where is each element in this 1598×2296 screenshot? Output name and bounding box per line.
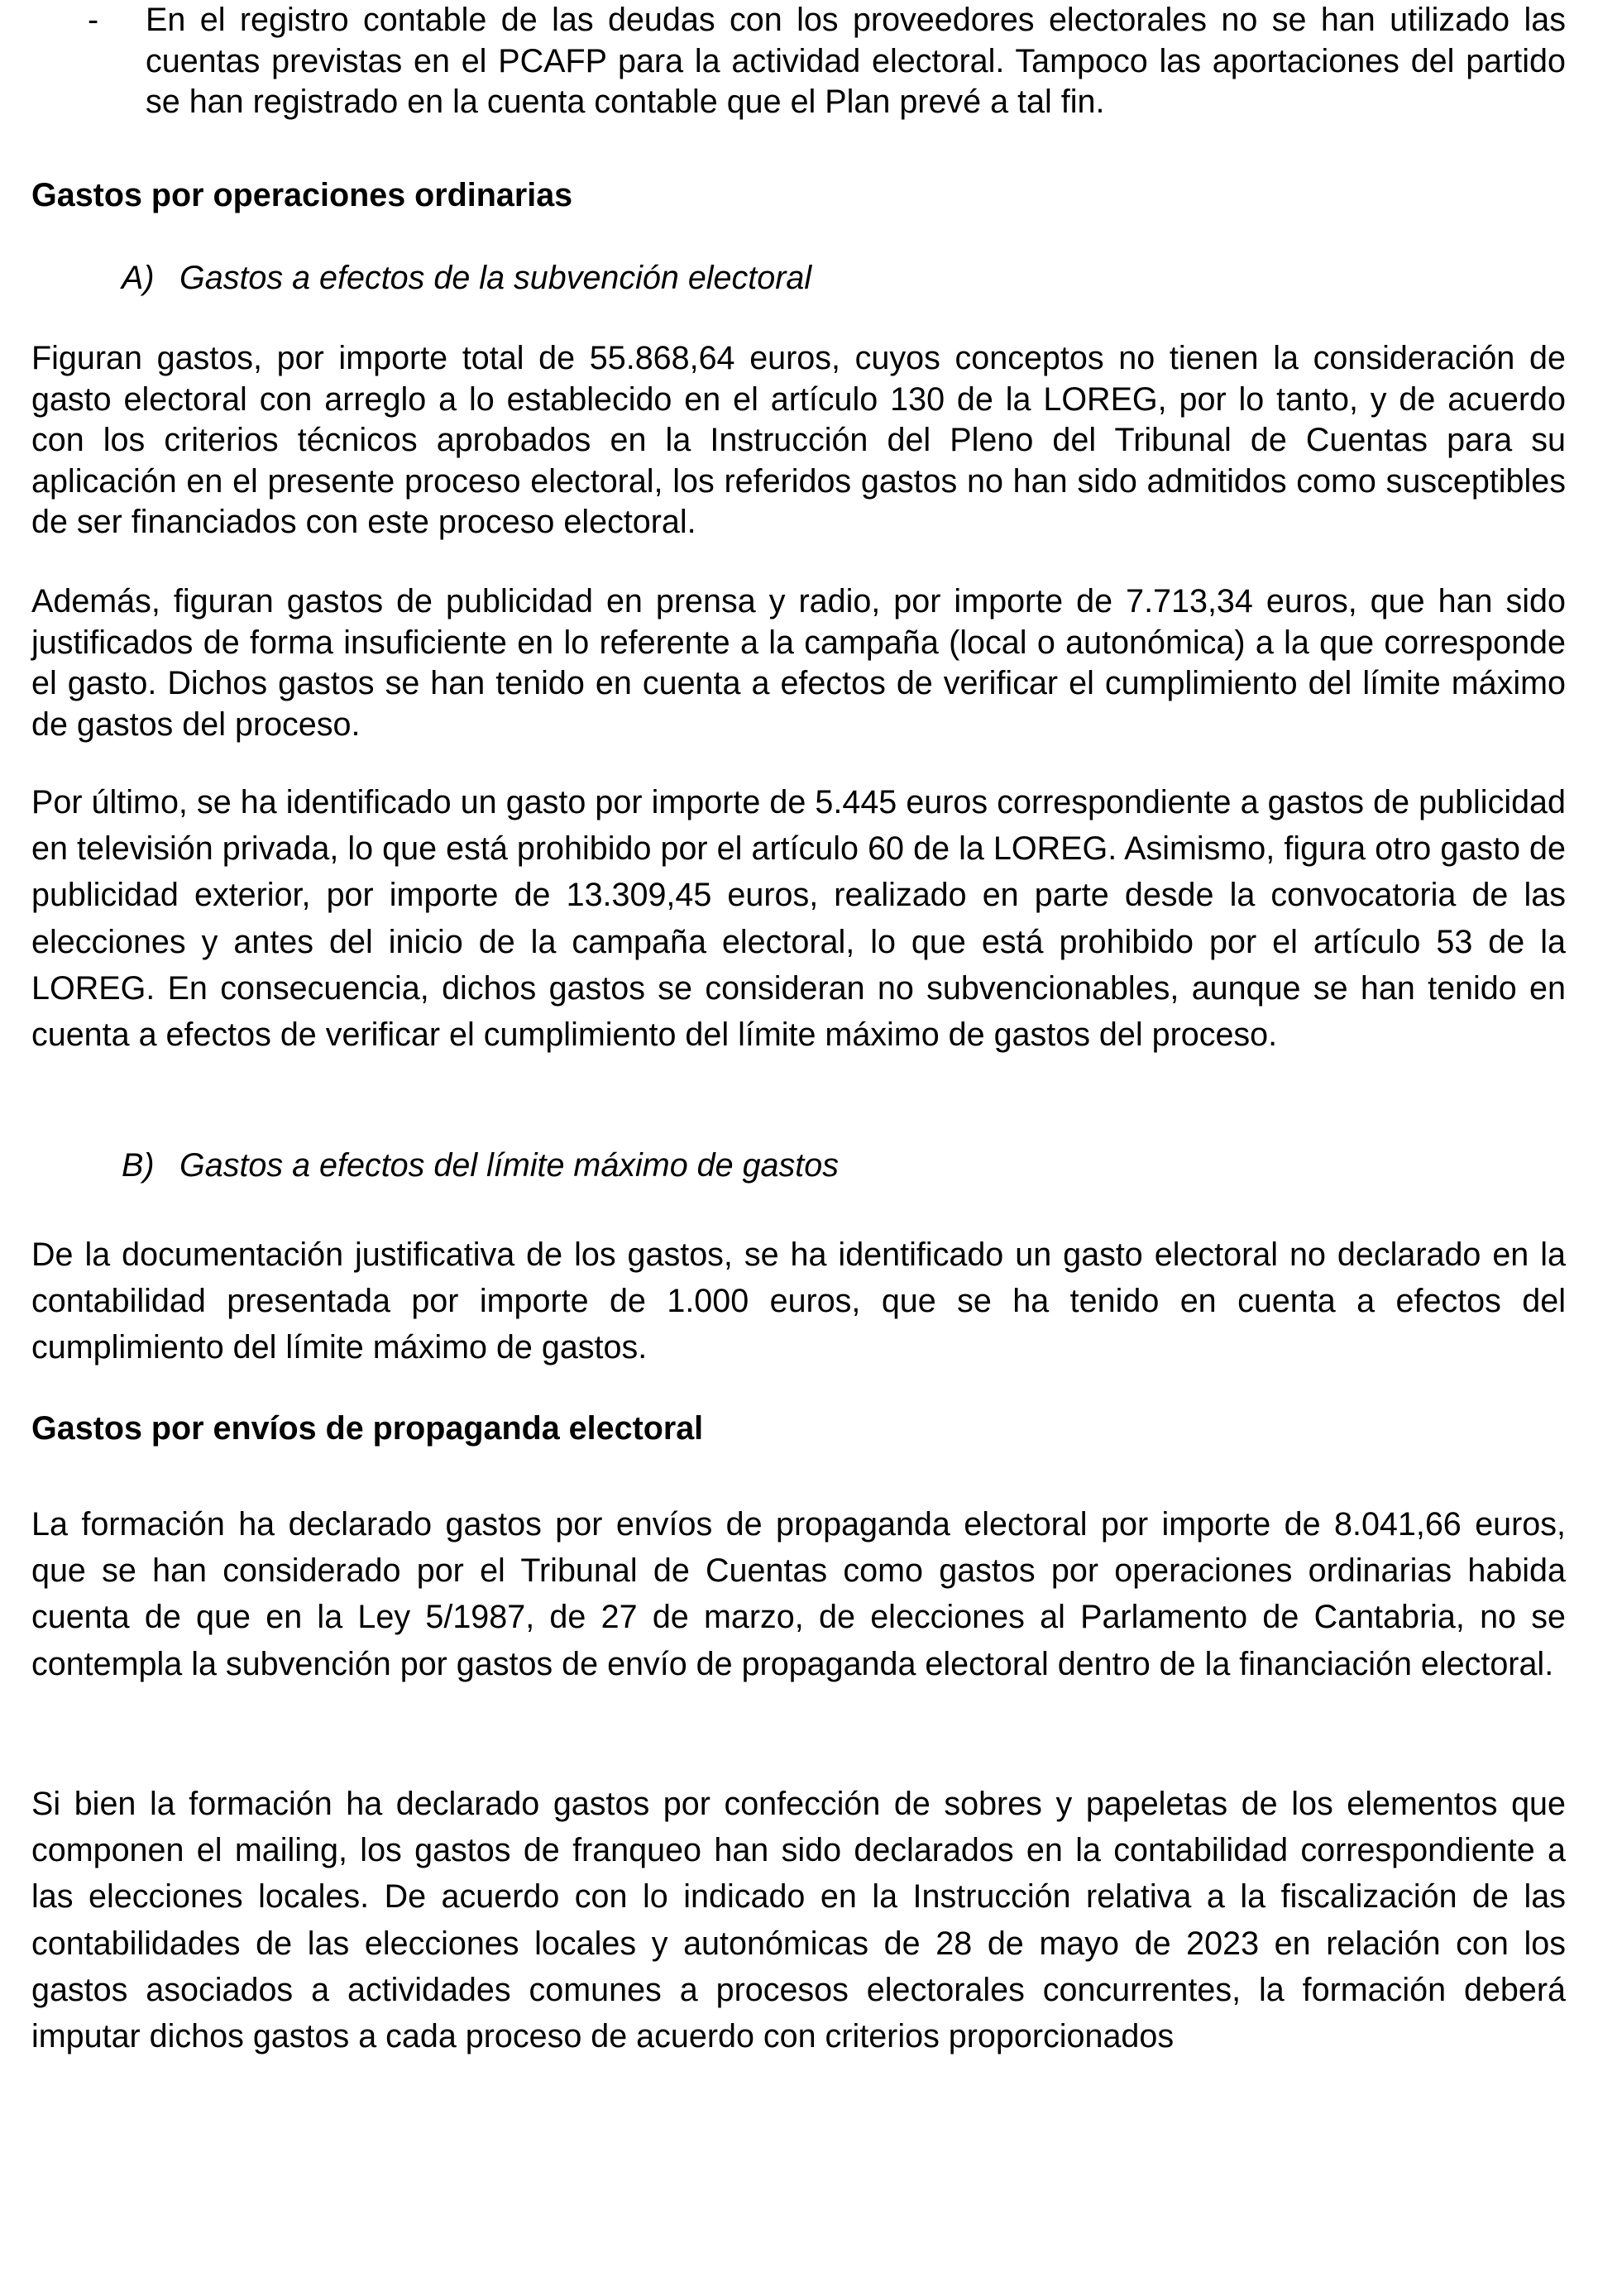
bullet-text: En el registro contable de las deudas con los proveedores electorales no se han utilizado las cuentas previstas en el PCAFP para la actividad electoral. Tampoco las aportaciones del partido se han registrado en la cuenta contable que el Plan prevé a tal fin. [146,2,1566,120]
heading-envios-propaganda: Gastos por envíos de propaganda electoral [31,1410,704,1447]
subheading-a [122,257,811,299]
paragraph-envios-propaganda: La formación ha declarado gastos por envíos de propaganda electoral por importe de 8.041,66 euros, que se han considerado por el Tribunal de Cuentas como gastos por operaciones ordinarias habida cuenta de que en la Ley 5/1987, de 27 de marzo, de elecciones al Parlamento de Cantabria, no se contempla la subvención por gastos de envío de propaganda electoral dentro de la financiación electoral. [31,1506,1566,1682]
subheading-b [122,1145,839,1186]
subheading-a-title: Gastos a efectos de la subvención electoral [179,260,812,296]
subheading-a-letter: A) [122,260,155,296]
bullet-marker: - [88,2,99,38]
paragraph-publicidad-prensa-radio: Además, figuran gastos de publicidad en prensa y radio, por importe de 7.713,34 euros, que han sido justificados de forma insuficiente en lo referente a la campaña (local o autonómica) a la que corresponde el gasto. Dichos gastos se han tenido en cuenta a efectos de verificar el cumplimiento del límite máximo de gastos del proceso. [31,583,1566,743]
subheading-b-letter: B) [122,1147,155,1184]
paragraph-gastos-no-electorales: Figuran gastos, por importe total de 55.868,64 euros, cuyos conceptos no tienen la consideración de gasto electoral con arreglo a lo establecido en el artículo 130 de la LOREG, por lo tanto, y de acuerdo con los criterios técnicos aprobados en la Instrucción del Pleno del Tribunal de Cuentas para su aplicación en el presente proceso electoral, los referidos gastos no han sido admitidos como susceptibles de ser financiados con este proceso electoral. [31,340,1566,540]
paragraph-gasto-no-declarado: De la documentación justificativa de los gastos, se ha identificado un gasto electoral no declarado en la contabilidad presentada por importe de 1.000 euros, que se ha tenido en cuenta a efectos del cumplimiento del límite máximo de gastos. [31,1236,1566,1366]
subheading-b-title: Gastos a efectos del límite máximo de gastos [179,1147,839,1184]
heading-operaciones-ordinarias: Gastos por operaciones ordinarias [31,177,573,213]
paragraph-mailing-franqueo: Si bien la formación ha declarado gastos por confección de sobres y papeletas de los elementos que componen el mailing, los gastos de franqueo han sido declarados en la contabilidad correspondiente a las elecciones locales. De acuerdo con lo indicado en la Instrucción relativa a la fiscalización de las contabilidades de las elecciones locales y autonómicas de 28 de mayo de 2023 en relación con los gastos asociados a actividades comunes a procesos electorales concurrentes, la formación deberá imputar dichos gastos a cada proceso de acuerdo con criterios proporcionados [31,1786,1566,2055]
paragraph-publicidad-prohibida: Por último, se ha identificado un gasto por importe de 5.445 euros correspondiente a gastos de publicidad en televisión privada, lo que está prohibido por el artículo 60 de la LOREG. Asimismo, figura otro gasto de publicidad exterior, por importe de 13.309,45 euros, realizado en parte desde la convocatoria de las elecciones y antes del inicio de la campaña electoral, lo que está prohibido por el artículo 53 de la LOREG. En consecuencia, dichos gastos se consideran no subvencionables, aunque se han tenido en cuenta a efectos de verificar el cumplimiento del límite máximo de gastos del proceso. [31,784,1566,1054]
